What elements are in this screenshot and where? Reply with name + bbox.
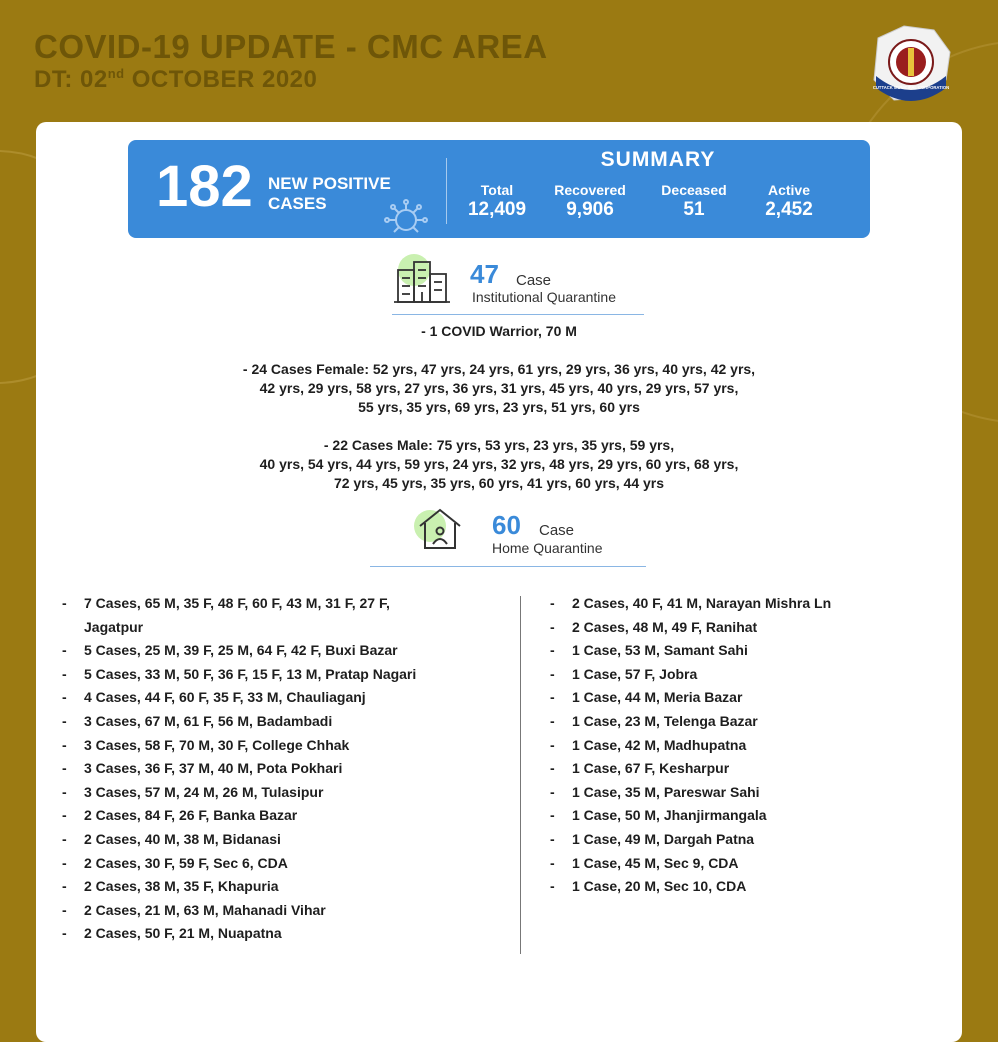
list-item xyxy=(62,686,512,710)
page-title: COVID-19 UPDATE - CMC AREA xyxy=(34,28,548,65)
list-item xyxy=(62,828,512,852)
bullet-dash: - xyxy=(62,595,67,611)
column-divider xyxy=(520,596,521,954)
male-cases-line: 40 yrs, 54 yrs, 44 yrs, 59 yrs, 24 yrs, 32 yrs, 48 yrs, 29 yrs, 60 yrs, 68 yrs, xyxy=(259,456,739,472)
bullet-dash: - xyxy=(550,783,555,800)
institutional-label: Institutional Quarantine xyxy=(472,289,616,305)
list-item xyxy=(62,616,512,640)
stat-value: 51 xyxy=(683,199,705,220)
stat-active xyxy=(754,182,824,221)
summary-title: SUMMARY xyxy=(600,148,716,171)
list-item xyxy=(550,686,950,710)
bullet-dash: - xyxy=(62,689,67,706)
list-item-text: 5 Cases, 25 M, 39 F, 25 M, 64 F, 42 F, Buxi Bazar xyxy=(84,642,398,659)
list-item-text: 2 Cases, 84 F, 26 F, Banka Bazar xyxy=(84,807,298,824)
report-card xyxy=(36,122,962,1042)
stat-label: Active xyxy=(767,182,811,198)
area-list-right xyxy=(550,592,950,899)
list-item xyxy=(62,804,512,828)
bullet-dash: - xyxy=(62,736,67,753)
list-item xyxy=(550,757,950,781)
bullet-dash: - xyxy=(62,830,67,847)
list-item-text: 2 Cases, 21 M, 63 M, Mahanadi Vihar xyxy=(84,901,326,918)
bullet-dash: - xyxy=(550,712,555,729)
date-rest: OCTOBER 2020 xyxy=(124,66,318,93)
stat-value: 12,409 xyxy=(467,199,527,220)
list-item xyxy=(62,663,512,687)
list-item xyxy=(62,875,512,899)
bullet-dash: - xyxy=(550,665,555,682)
list-item-text: 1 Case, 35 M, Pareswar Sahi xyxy=(572,783,760,800)
cmc-logo-icon xyxy=(864,18,958,112)
summary-banner xyxy=(128,140,870,238)
covid-warrior-line: - 1 COVID Warrior, 70 M xyxy=(421,323,577,339)
list-item xyxy=(550,852,950,876)
home-case-word: Case xyxy=(539,522,575,539)
list-item-text: 3 Cases, 57 M, 24 M, 26 M, Tulasipur xyxy=(84,783,324,800)
list-item xyxy=(550,828,950,852)
institutional-case-word: Case xyxy=(516,272,552,289)
list-item-text: 2 Cases, 38 M, 35 F, Khapuria xyxy=(84,878,279,895)
stat-recovered xyxy=(546,182,634,221)
list-item-text: 3 Cases, 67 M, 61 F, 56 M, Badambadi xyxy=(84,712,333,729)
list-item-text: 3 Cases, 58 F, 70 M, 30 F, College Chhak xyxy=(84,736,350,753)
date-suffix: nd xyxy=(107,66,125,81)
list-item-text: 2 Cases, 50 F, 21 M, Nuapatna xyxy=(84,925,282,942)
bullet-dash: - xyxy=(550,830,555,847)
area-list-left xyxy=(62,592,512,946)
bullet-dash: - xyxy=(550,878,555,895)
list-item xyxy=(550,734,950,758)
list-item xyxy=(550,592,950,616)
list-item-text: 1 Case, 50 M, Jhanjirmangala xyxy=(572,807,767,824)
home-count: 60 xyxy=(492,510,521,540)
list-item-text: 2 Cases, 30 F, 59 F, Sec 6, CDA xyxy=(84,854,288,871)
bullet-dash: - xyxy=(62,807,67,824)
bullet-dash: - xyxy=(62,760,67,777)
date-prefix: DT: 02 xyxy=(34,66,108,93)
list-item xyxy=(62,734,512,758)
list-item-text: 7 Cases, 65 M, 35 F, 48 F, 60 F, 43 M, 31 F, 27 F, xyxy=(84,595,390,611)
female-cases-line: 55 yrs, 35 yrs, 69 yrs, 23 yrs, 51 yrs, 60 yrs xyxy=(358,399,640,415)
list-item-text: Jagatpur xyxy=(84,618,144,635)
list-item xyxy=(550,663,950,687)
list-item-text: 4 Cases, 44 F, 60 F, 35 F, 33 M, Chauliaganj xyxy=(84,689,366,706)
list-item-text: 1 Case, 20 M, Sec 10, CDA xyxy=(572,878,747,895)
list-item-text: 1 Case, 53 M, Samant Sahi xyxy=(572,642,748,659)
stat-label: Deceased xyxy=(661,182,727,198)
list-item xyxy=(62,899,512,923)
female-cases-line: - 24 Cases Female: 52 yrs, 47 yrs, 24 yrs, 61 yrs, 29 yrs, 36 yrs, 40 yrs, 42 yrs, xyxy=(242,361,756,377)
bullet-dash: - xyxy=(62,925,67,942)
section-divider xyxy=(370,566,646,567)
female-cases-line: 42 yrs, 29 yrs, 58 yrs, 27 yrs, 36 yrs, 31 yrs, 45 yrs, 40 yrs, 29 yrs, 57 yrs, xyxy=(259,380,739,396)
bullet-dash: - xyxy=(550,736,555,753)
stat-label: Recovered xyxy=(554,182,626,198)
bullet-dash: - xyxy=(62,665,67,682)
list-item xyxy=(62,852,512,876)
stat-deceased xyxy=(654,182,734,221)
list-item-text: 1 Case, 49 M, Dargah Patna xyxy=(572,830,755,847)
bullet-dash: - xyxy=(62,901,67,918)
male-cases-line: - 22 Cases Male: 75 yrs, 53 yrs, 23 yrs, 35 yrs, 59 yrs, xyxy=(323,437,675,453)
list-item-text: 2 Cases, 40 F, 41 M, Narayan Mishra Ln xyxy=(572,595,832,611)
home-icon xyxy=(412,504,468,552)
bullet-dash: - xyxy=(62,712,67,729)
list-item xyxy=(550,616,950,640)
bullet-dash: - xyxy=(62,783,67,800)
stat-label: Total xyxy=(480,182,514,198)
stat-total xyxy=(466,182,528,221)
list-item-text: 1 Case, 23 M, Telenga Bazar xyxy=(572,712,758,729)
list-item-text: 1 Case, 67 F, Kesharpur xyxy=(572,760,730,777)
bullet-dash: - xyxy=(550,642,555,659)
new-cases-count: 182 xyxy=(156,154,253,219)
logo-text: CUTTACK MUNICIPAL CORPORATION xyxy=(872,85,950,90)
list-item-text: 2 Cases, 48 M, 49 F, Ranihat xyxy=(572,618,758,635)
bullet-dash: - xyxy=(550,807,555,824)
list-item-text: 1 Case, 44 M, Meria Bazar xyxy=(572,689,743,706)
home-label: Home Quarantine xyxy=(492,540,603,556)
list-item-text: 1 Case, 42 M, Madhupatna xyxy=(572,736,747,753)
bullet-dash: - xyxy=(550,595,555,611)
list-item xyxy=(62,922,512,946)
list-item-text: 3 Cases, 36 F, 37 M, 40 M, Pota Pokhari xyxy=(84,760,343,777)
bullet-dash: - xyxy=(550,689,555,706)
list-item xyxy=(62,710,512,734)
bullet-dash: - xyxy=(62,642,67,659)
report-date xyxy=(34,66,317,94)
list-item xyxy=(550,804,950,828)
bullet-dash: - xyxy=(550,760,555,777)
list-item-text: 2 Cases, 40 M, 38 M, Bidanasi xyxy=(84,830,281,847)
bullet-dash: - xyxy=(550,618,555,635)
new-cases-label: NEW POSITIVE CASES xyxy=(268,174,391,213)
bullet-dash: - xyxy=(550,854,555,871)
list-item xyxy=(550,781,950,805)
stat-value: 2,452 xyxy=(765,199,813,220)
list-item-text: 1 Case, 57 F, Jobra xyxy=(572,665,698,682)
banner-divider xyxy=(446,158,447,224)
stat-value: 9,906 xyxy=(566,199,614,220)
list-item xyxy=(62,757,512,781)
bullet-dash: - xyxy=(62,854,67,871)
list-item xyxy=(62,592,512,616)
list-item xyxy=(62,639,512,663)
list-item xyxy=(62,781,512,805)
list-item xyxy=(550,875,950,899)
list-item xyxy=(550,710,950,734)
list-item xyxy=(550,639,950,663)
section-divider xyxy=(392,314,644,315)
list-item-text: 5 Cases, 33 M, 50 F, 36 F, 15 F, 13 M, Pratap Nagari xyxy=(84,665,417,682)
male-cases-line: 72 yrs, 45 yrs, 35 yrs, 60 yrs, 41 yrs, 60 yrs, 44 yrs xyxy=(333,475,665,491)
hospital-building-icon xyxy=(390,252,454,308)
institutional-count: 47 xyxy=(470,259,499,289)
list-item-text: 1 Case, 45 M, Sec 9, CDA xyxy=(572,854,739,871)
virus-icon xyxy=(382,198,430,238)
bullet-dash: - xyxy=(62,878,67,895)
